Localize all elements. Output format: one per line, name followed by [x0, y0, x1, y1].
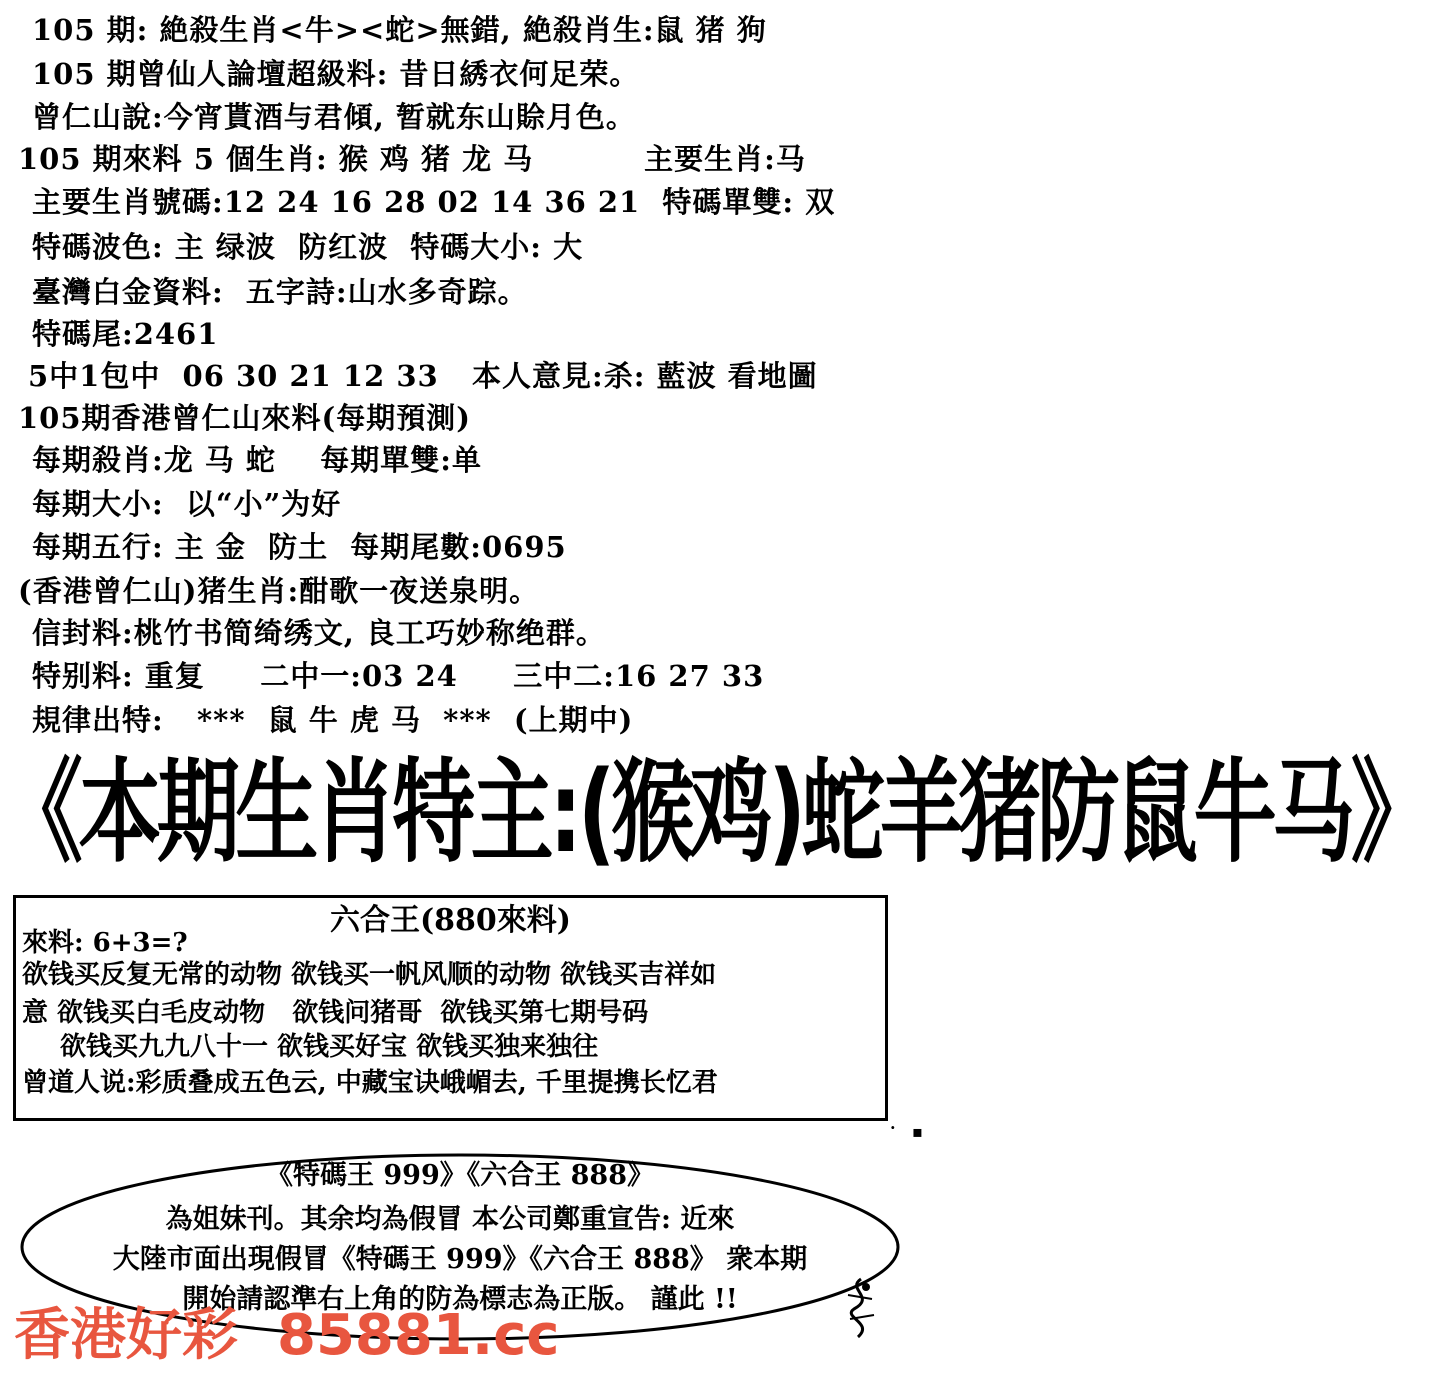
box-line-5: 曾道人说:彩质叠成五色云, 中藏宝诀峨嵋去, 千里提携长忆君 — [22, 1068, 718, 1098]
speck-mark: · — [890, 1118, 896, 1137]
text-line-4: 105 期來料 5 個生肖: 猴 鸡 猪 龙 马 主要生肖:马 — [18, 142, 806, 176]
box-line-3: 意 欲钱买白毛皮动物 欲钱问猪哥 欲钱买第七期号码 — [22, 998, 649, 1028]
text-line-13: 每期五行: 主 金 防土 每期尾數:0695 — [32, 530, 567, 564]
text-line-14: (香港曾仁山)猪生肖:酣歌一夜送泉明。 — [18, 574, 540, 608]
info-box — [13, 895, 888, 1121]
oval-line-4: 開始請認準右上角的防為標志為正版。 謹此 !! — [182, 1284, 738, 1315]
anti-counterfeit-seal-icon — [836, 1275, 886, 1345]
text-line-16: 特别料: 重复 二中一:03 24 三中二:16 27 33 — [32, 659, 765, 693]
text-line-5: 主要生肖號碼:12 24 16 28 02 14 36 21 特碼單雙: 双 — [32, 185, 836, 219]
oval-line-3: 大陸市面出現假冒《特碼王 999》《六合王 888》 衆本期 — [112, 1244, 808, 1275]
text-line-11: 每期殺肖:龙 马 蛇 每期單雙:单 — [32, 443, 482, 477]
text-line-1: 105 期: 絶殺生肖<牛><蛇>無錯, 絶殺肖生:鼠 猪 狗 — [32, 13, 767, 47]
oval-line-2: 為姐妹刊。其余均為假冒 本公司鄭重宣告: 近來 — [165, 1204, 735, 1235]
oval-line-1: 《特碼王 999》《六合王 888》 — [265, 1160, 655, 1191]
text-line-6: 特碼波色: 主 绿波 防红波 特碼大小: 大 — [32, 230, 584, 264]
text-line-9: 5中1包中 06 30 21 12 33 本人意見:杀: 藍波 看地圖 — [28, 359, 818, 393]
box-line-1: 來料: 6+3=? — [22, 928, 188, 958]
box-line-4: 欲钱买九九八十一 欲钱买好宝 欲钱买独来独往 — [60, 1032, 599, 1062]
main-banner: 《本期生肖特主:(猴鸡)蛇羊猪防鼠牛马》 — [0, 748, 1429, 878]
text-line-8: 特碼尾:2461 — [32, 317, 219, 351]
text-line-7: 臺灣白金資料: 五字詩:山水多奇踪。 — [32, 275, 528, 309]
text-line-12: 每期大小: 以“小”为好 — [32, 487, 342, 521]
text-line-10: 105期香港曾仁山來料(每期預測) — [18, 401, 471, 435]
text-line-15: 信封料:桃竹书简绮绣文, 良工巧妙称绝群。 — [32, 616, 606, 650]
text-line-2: 105 期曾仙人論壇超級料: 昔日綉衣何足荣。 — [32, 57, 640, 91]
text-line-3: 曾仁山說:今宵貰酒与君傾, 暂就东山賒月色。 — [32, 100, 636, 134]
site-watermark: 香港好彩 85881.cc — [14, 1303, 560, 1368]
text-line-17: 規律出特: *** 鼠 牛 虎 马 *** (上期中) — [32, 703, 634, 737]
speck-mark: ▪ — [912, 1122, 923, 1141]
box-line-2: 欲钱买反复无常的动物 欲钱买一帆风顺的动物 欲钱买吉祥如 — [22, 960, 717, 990]
box-title: 六合王(880來料) — [329, 903, 571, 938]
